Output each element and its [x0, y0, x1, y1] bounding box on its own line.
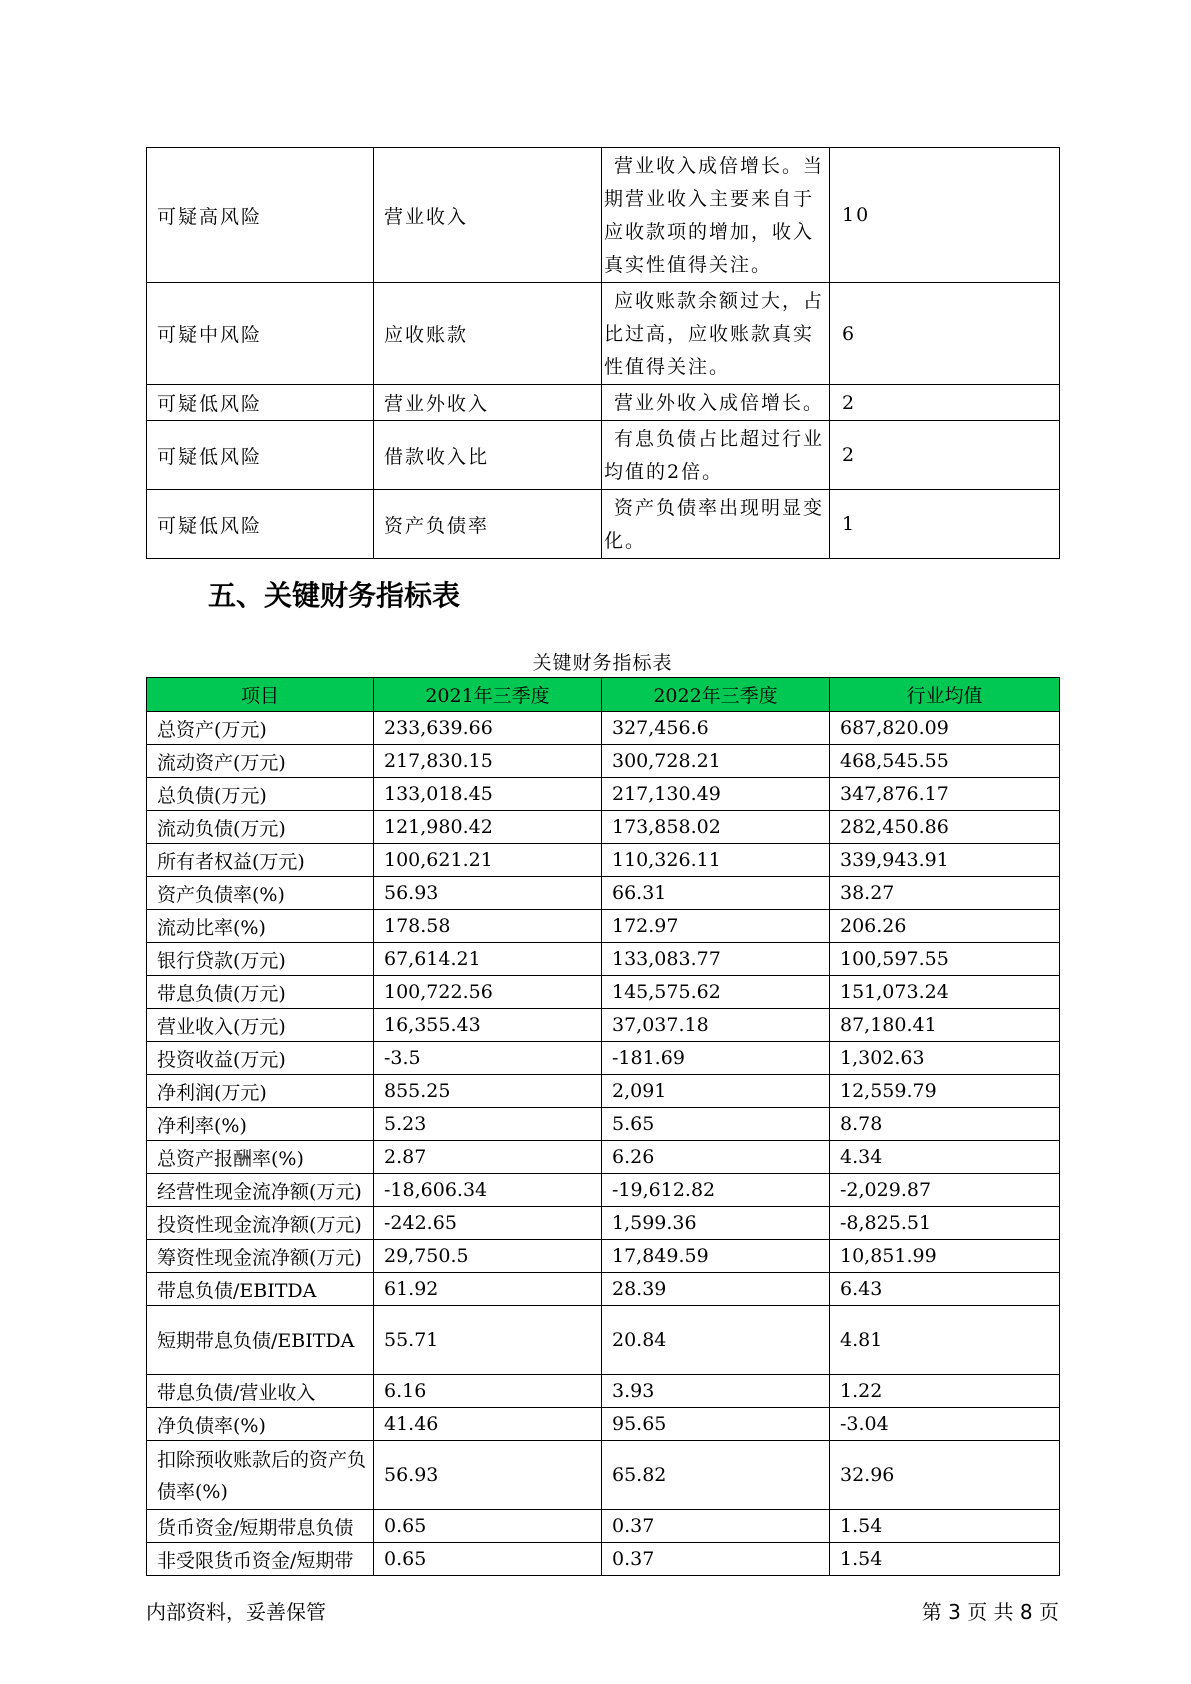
indicator-value: 100,722.56 — [374, 976, 602, 1009]
indicator-value: 95.65 — [602, 1408, 830, 1441]
risk-item: 营业收入 — [374, 148, 602, 283]
section-title: 五、关键财务指标表 — [208, 579, 461, 612]
indicator-name: 银行贷款(万元) — [147, 943, 374, 976]
indicator-value: 87,180.41 — [830, 1009, 1060, 1042]
table-row — [147, 1075, 1060, 1108]
table-caption: 关键财务指标表 — [532, 652, 673, 674]
indicator-name: 总资产(万元) — [147, 712, 374, 745]
indicator-value: 217,130.49 — [602, 778, 830, 811]
indicator-value: 8.78 — [830, 1108, 1060, 1141]
indicator-value: 20.84 — [602, 1306, 830, 1375]
table-row — [147, 1273, 1060, 1306]
risk-row — [147, 490, 1060, 559]
page-number: 第 3 页 共 8 页 — [921, 1600, 1059, 1624]
indicator-value: 121,980.42 — [374, 811, 602, 844]
table-row — [147, 745, 1060, 778]
indicator-value: 55.71 — [374, 1306, 602, 1375]
table-row — [147, 1306, 1060, 1375]
risk-item: 借款收入比 — [374, 421, 602, 490]
indicator-name: 投资收益(万元) — [147, 1042, 374, 1075]
table-row — [147, 976, 1060, 1009]
indicator-value: 133,018.45 — [374, 778, 602, 811]
indicator-value: 56.93 — [374, 877, 602, 910]
indicator-name: 净利润(万元) — [147, 1075, 374, 1108]
risk-score: 1 — [830, 490, 1060, 559]
indicator-value: 1,599.36 — [602, 1207, 830, 1240]
indicator-value: -2,029.87 — [830, 1174, 1060, 1207]
indicator-name: 总资产报酬率(%) — [147, 1141, 374, 1174]
indicator-value: 300,728.21 — [602, 745, 830, 778]
table-row — [147, 1174, 1060, 1207]
indicator-value: 110,326.11 — [602, 844, 830, 877]
indicator-value: 6.16 — [374, 1375, 602, 1408]
indicator-name: 总负债(万元) — [147, 778, 374, 811]
indicator-value: 0.65 — [374, 1510, 602, 1543]
header-2022q3: 2022年三季度 — [602, 678, 830, 712]
header-item: 项目 — [147, 678, 374, 712]
indicator-value: 145,575.62 — [602, 976, 830, 1009]
indicator-value: 1,302.63 — [830, 1042, 1060, 1075]
indicator-name: 非受限货币资金/短期带 — [147, 1543, 374, 1576]
indicator-value: 67,614.21 — [374, 943, 602, 976]
indicator-value: 29,750.5 — [374, 1240, 602, 1273]
risk-item: 应收账款 — [374, 283, 602, 385]
indicator-value: 28.39 — [602, 1273, 830, 1306]
indicator-name: 短期带息负债/EBITDA — [147, 1306, 374, 1375]
financial-indicators-table — [146, 677, 1060, 1576]
table-row — [147, 1042, 1060, 1075]
risk-row — [147, 283, 1060, 385]
risk-item: 资产负债率 — [374, 490, 602, 559]
indicator-value: 687,820.09 — [830, 712, 1060, 745]
indicator-value: 3.93 — [602, 1375, 830, 1408]
indicator-name: 带息负债(万元) — [147, 976, 374, 1009]
indicator-name: 带息负债/EBITDA — [147, 1273, 374, 1306]
indicator-value: 5.65 — [602, 1108, 830, 1141]
table-row — [147, 844, 1060, 877]
table-row — [147, 1009, 1060, 1042]
risk-row — [147, 421, 1060, 490]
risk-description: 营业收入成倍增长。当期营业收入主要来自于应收款项的增加，收入真实性值得关注。 — [602, 148, 830, 283]
table-row — [147, 1408, 1060, 1441]
risk-level: 可疑低风险 — [147, 421, 374, 490]
risk-score: 2 — [830, 421, 1060, 490]
indicator-name: 所有者权益(万元) — [147, 844, 374, 877]
table-row — [147, 1441, 1060, 1510]
indicator-name: 投资性现金流净额(万元) — [147, 1207, 374, 1240]
indicator-name: 资产负债率(%) — [147, 877, 374, 910]
risk-level: 可疑高风险 — [147, 148, 374, 283]
table-row — [147, 943, 1060, 976]
table-row — [147, 1375, 1060, 1408]
indicator-value: -18,606.34 — [374, 1174, 602, 1207]
indicator-value: 100,597.55 — [830, 943, 1060, 976]
indicator-name: 净利率(%) — [147, 1108, 374, 1141]
table-row — [147, 1207, 1060, 1240]
indicator-value: 17,849.59 — [602, 1240, 830, 1273]
header-2021q3: 2021年三季度 — [374, 678, 602, 712]
indicator-value: 468,545.55 — [830, 745, 1060, 778]
indicator-value: 4.34 — [830, 1141, 1060, 1174]
table-row — [147, 1510, 1060, 1543]
risk-description: 资产负债率出现明显变化。 — [602, 490, 830, 559]
indicator-value: 100,621.21 — [374, 844, 602, 877]
indicator-value: 347,876.17 — [830, 778, 1060, 811]
table-row — [147, 877, 1060, 910]
indicator-value: 32.96 — [830, 1441, 1060, 1510]
indicator-value: 339,943.91 — [830, 844, 1060, 877]
indicator-value: 56.93 — [374, 1441, 602, 1510]
indicator-name: 扣除预收账款后的资产负债率(%) — [147, 1441, 374, 1510]
risk-level: 可疑低风险 — [147, 385, 374, 421]
indicator-value: 6.26 — [602, 1141, 830, 1174]
risk-score: 2 — [830, 385, 1060, 421]
table-row — [147, 1108, 1060, 1141]
indicator-value: 61.92 — [374, 1273, 602, 1306]
indicator-value: -3.5 — [374, 1042, 602, 1075]
indicator-name: 经营性现金流净额(万元) — [147, 1174, 374, 1207]
indicator-value: 151,073.24 — [830, 976, 1060, 1009]
indicator-value: 0.37 — [602, 1510, 830, 1543]
indicator-value: 6.43 — [830, 1273, 1060, 1306]
financial-table-body — [147, 712, 1060, 1576]
indicator-name: 营业收入(万元) — [147, 1009, 374, 1042]
indicator-value: 37,037.18 — [602, 1009, 830, 1042]
indicator-value: 66.31 — [602, 877, 830, 910]
table-row — [147, 1141, 1060, 1174]
risk-item: 营业外收入 — [374, 385, 602, 421]
header-industry-avg: 行业均值 — [830, 678, 1060, 712]
table-row — [147, 712, 1060, 745]
indicator-value: 0.65 — [374, 1543, 602, 1576]
indicator-value: 1.22 — [830, 1375, 1060, 1408]
indicator-value: 233,639.66 — [374, 712, 602, 745]
table-row — [147, 1543, 1060, 1576]
indicator-value: -181.69 — [602, 1042, 830, 1075]
indicator-value: 1.54 — [830, 1543, 1060, 1576]
indicator-value: 133,083.77 — [602, 943, 830, 976]
risk-score: 6 — [830, 283, 1060, 385]
indicator-name: 流动负债(万元) — [147, 811, 374, 844]
risk-level: 可疑中风险 — [147, 283, 374, 385]
risk-row — [147, 148, 1060, 283]
table-header-row — [147, 678, 1060, 712]
indicator-value: 178.58 — [374, 910, 602, 943]
indicator-value: 282,450.86 — [830, 811, 1060, 844]
indicator-value: 2.87 — [374, 1141, 602, 1174]
table-row — [147, 1240, 1060, 1273]
footer-confidential: 内部资料，妥善保管 — [146, 1600, 326, 1624]
indicator-value: -3.04 — [830, 1408, 1060, 1441]
indicator-value: 5.23 — [374, 1108, 602, 1141]
indicator-value: 16,355.43 — [374, 1009, 602, 1042]
risk-table — [146, 147, 1060, 559]
indicator-name: 货币资金/短期带息负债 — [147, 1510, 374, 1543]
indicator-value: 855.25 — [374, 1075, 602, 1108]
indicator-name: 带息负债/营业收入 — [147, 1375, 374, 1408]
risk-description: 应收账款余额过大，占比过高，应收账款真实性值得关注。 — [602, 283, 830, 385]
indicator-value: -8,825.51 — [830, 1207, 1060, 1240]
indicator-value: 1.54 — [830, 1510, 1060, 1543]
table-row — [147, 811, 1060, 844]
indicator-name: 净负债率(%) — [147, 1408, 374, 1441]
indicator-value: -242.65 — [374, 1207, 602, 1240]
risk-description: 营业外收入成倍增长。 — [602, 385, 830, 421]
indicator-name: 筹资性现金流净额(万元) — [147, 1240, 374, 1273]
indicator-value: 12,559.79 — [830, 1075, 1060, 1108]
table-row — [147, 778, 1060, 811]
indicator-value: 2,091 — [602, 1075, 830, 1108]
indicator-value: 217,830.15 — [374, 745, 602, 778]
indicator-name: 流动比率(%) — [147, 910, 374, 943]
indicator-value: -19,612.82 — [602, 1174, 830, 1207]
indicator-name: 流动资产(万元) — [147, 745, 374, 778]
indicator-value: 327,456.6 — [602, 712, 830, 745]
indicator-value: 4.81 — [830, 1306, 1060, 1375]
indicator-value: 172.97 — [602, 910, 830, 943]
indicator-value: 10,851.99 — [830, 1240, 1060, 1273]
indicator-value: 65.82 — [602, 1441, 830, 1510]
risk-description: 有息负债占比超过行业均值的2倍。 — [602, 421, 830, 490]
risk-table-body — [147, 148, 1060, 559]
risk-level: 可疑低风险 — [147, 490, 374, 559]
table-row — [147, 910, 1060, 943]
indicator-value: 173,858.02 — [602, 811, 830, 844]
risk-score: 10 — [830, 148, 1060, 283]
indicator-value: 41.46 — [374, 1408, 602, 1441]
indicator-value: 206.26 — [830, 910, 1060, 943]
risk-row — [147, 385, 1060, 421]
indicator-value: 38.27 — [830, 877, 1060, 910]
indicator-value: 0.37 — [602, 1543, 830, 1576]
